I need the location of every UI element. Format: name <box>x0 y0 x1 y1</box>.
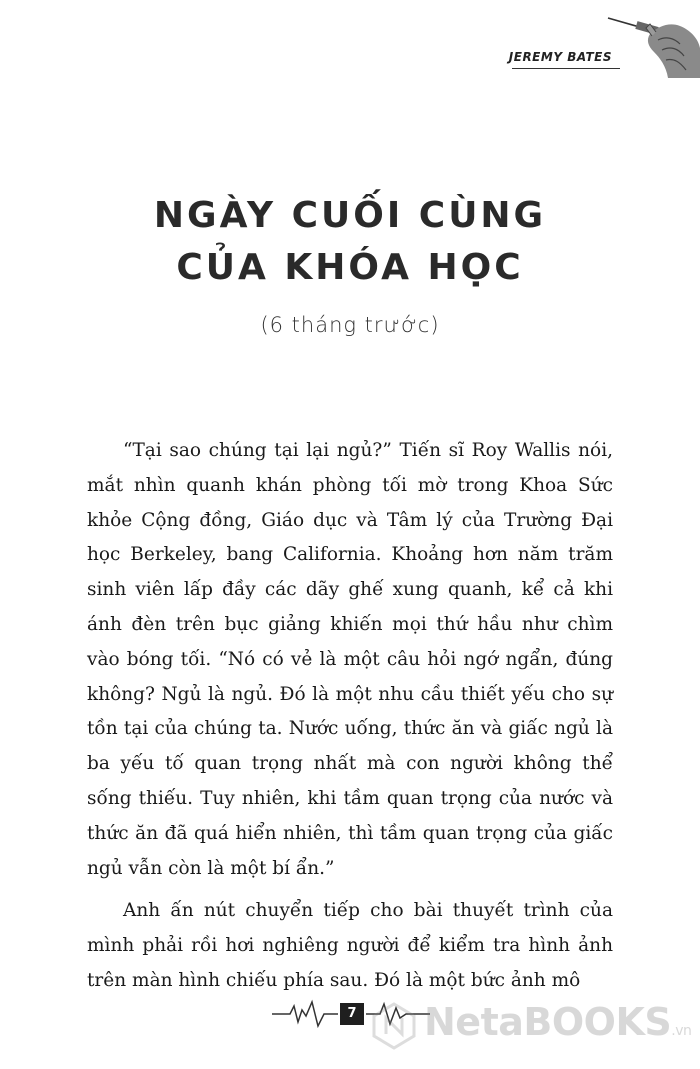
hand-syringe-illustration <box>606 0 700 78</box>
watermark-brand: NetaBOOKS <box>424 1000 672 1044</box>
chapter-title <box>0 190 700 294</box>
watermark-suffix: .vn <box>671 1023 692 1039</box>
page-number: 7 <box>340 1003 364 1025</box>
watermark-text <box>424 1000 691 1044</box>
body-text <box>87 434 613 999</box>
paragraph: “Tại sao chúng tại lại ngủ?” Tiến sĩ Roy Wallis nói, mắt nhìn quanh khán phòng tối mờ trong Khoa Sức khỏe Cộng đồng, Giáo dục và Tâm lý của Trường Đại học Berkeley, bang California. Khoảng hơn năm trăm sinh viên lấp đầy các dãy ghế xung quanh, kể cả khi ánh đèn trên bục giảng khiến mọi thứ hầu như chìm vào bóng tối. “Nó có vẻ là một câu hỏi ngớ ngẩn, đúng không? Ngủ là ngủ. Đó là một nhu cầu thiết yếu cho sự tồn tại của chúng ta. Nước uống, thức ăn và giấc ngủ là ba yếu tố quan trọng nhất mà con người không thể sống thiếu. Tuy nhiên, khi tầm quan trọng của nước và thức ăn đã quá hiển nhiên, thì tầm quan trọng của giấc ngủ vẫn còn là một bí ẩn.” <box>87 440 613 879</box>
netabooks-watermark <box>370 998 690 1058</box>
running-header-author: JEREMY BATES <box>508 50 612 64</box>
chapter-title-line-1: NGÀY CUỐI CÙNG <box>153 195 547 236</box>
header-rule <box>512 68 620 69</box>
paragraph: Anh ấn nút chuyển tiếp cho bài thuyết trình của mình phải rồi hơi nghiêng người để kiểm tra hình ảnh trên màn hình chiếu phía sau. Đó là một bức ảnh mô <box>87 900 613 991</box>
chapter-title-line-2: CỦA KHÓA HỌC <box>176 247 524 288</box>
netabooks-logo-icon <box>370 1002 418 1050</box>
chapter-subtitle: (6 tháng trước) <box>260 313 440 337</box>
